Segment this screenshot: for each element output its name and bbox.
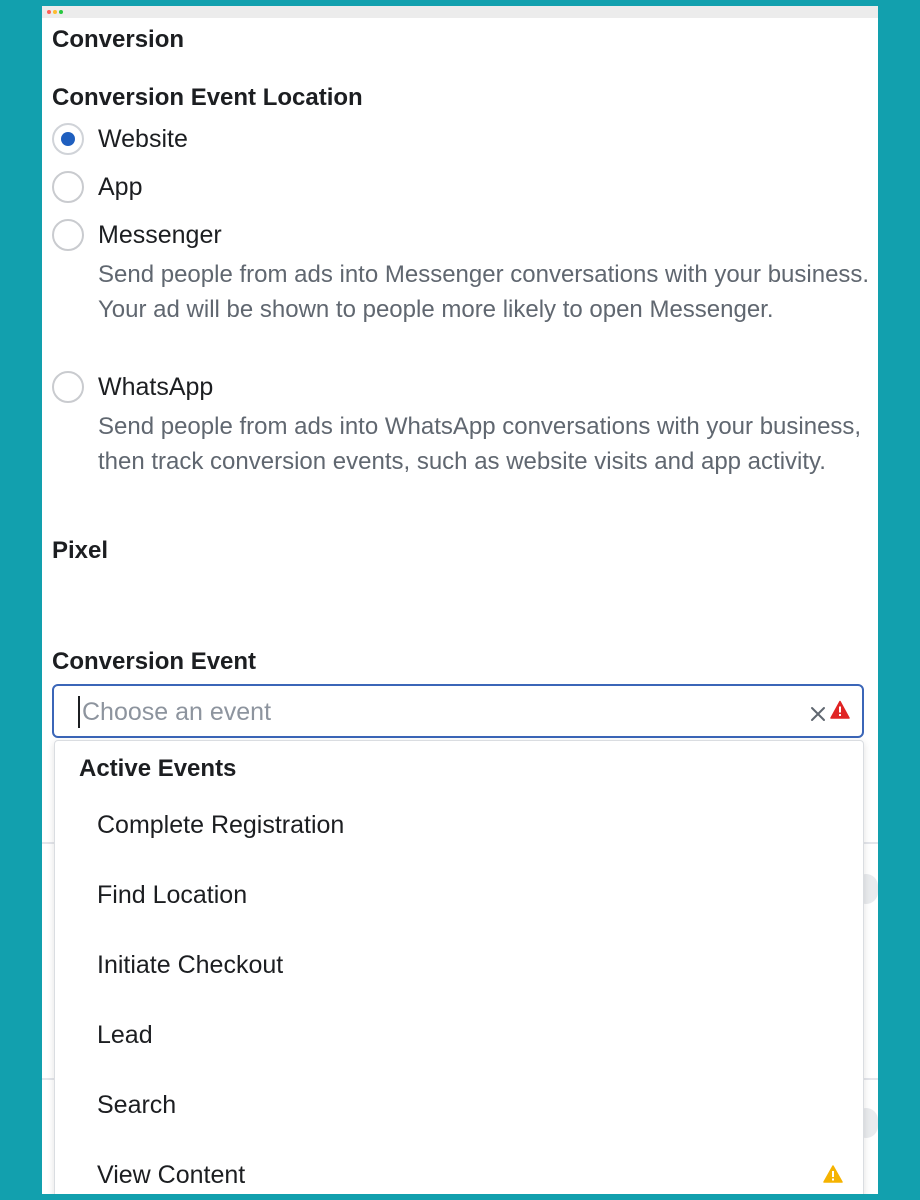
radio-button-app[interactable] <box>52 171 84 203</box>
whatsapp-description: Send people from ads into WhatsApp conversations with your business, then track conversion events, such as website visits and app activity. <box>98 413 862 475</box>
event-option-complete-registration[interactable] <box>55 797 863 857</box>
conversion-heading: Conversion <box>52 26 185 53</box>
event-option-lead[interactable] <box>55 1007 863 1067</box>
minimize-window-button[interactable] <box>53 10 57 14</box>
conversion-event-heading: Conversion Event <box>52 648 257 675</box>
radio-button-messenger[interactable] <box>52 219 84 251</box>
event-search-field[interactable] <box>52 684 864 738</box>
event-option-label: Lead <box>97 1021 153 1049</box>
event-option-label: Search <box>97 1091 177 1119</box>
radio-label-whatsapp: WhatsApp <box>98 373 214 401</box>
event-option-initiate-checkout[interactable] <box>55 937 863 997</box>
maximize-window-button[interactable] <box>59 10 63 14</box>
event-option-view-content[interactable] <box>55 1147 863 1194</box>
active-events-group-label: Active Events <box>79 755 237 782</box>
radio-button-website[interactable] <box>52 123 84 155</box>
event-option-label: Initiate Checkout <box>97 951 284 979</box>
radio-button-whatsapp[interactable] <box>52 371 84 403</box>
app-window <box>42 6 878 1194</box>
close-window-button[interactable] <box>47 10 51 14</box>
event-option-search[interactable] <box>55 1077 863 1137</box>
messenger-description: Send people from ads into Messenger conversations with your business. Your ad will be shown to people more likely to open Messenger. <box>98 261 870 323</box>
radio-label-website: Website <box>98 125 188 153</box>
event-option-label: View Content <box>97 1161 246 1189</box>
event-option-label: Complete Registration <box>97 811 345 839</box>
radio-label-messenger: Messenger <box>98 221 222 249</box>
event-option-label: Find Location <box>97 881 248 909</box>
event-search-input[interactable] <box>80 692 784 732</box>
warning-icon <box>823 1165 843 1183</box>
event-dropdown-menu <box>54 740 864 1194</box>
conversion-location-heading: Conversion Event Location <box>52 84 363 111</box>
window-titlebar <box>42 6 878 18</box>
radio-label-app: App <box>98 173 143 201</box>
error-icon <box>830 700 850 720</box>
event-option-find-location[interactable] <box>55 867 863 927</box>
close-icon[interactable] <box>808 704 828 724</box>
pixel-heading: Pixel <box>52 537 109 564</box>
